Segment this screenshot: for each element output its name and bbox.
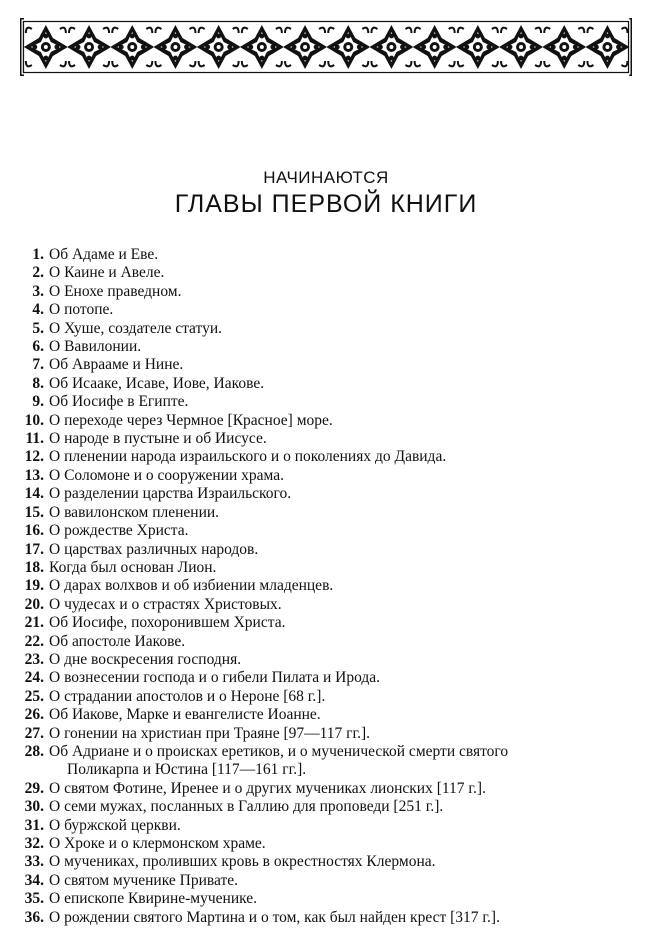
list-item [16,375,640,393]
chapter-title [49,467,640,485]
chapter-number: 32. [24,835,44,852]
chapter-title [49,393,640,411]
list-item [16,393,640,411]
chapter-title-line: О вавилонском пленении. [49,503,220,521]
chapter-number: 13. [24,466,44,484]
chapter-title-line: О Соломоне и о сооружении храма. [49,466,284,484]
chapter-number: 9. [32,393,44,411]
chapter-title-line: О Енохе праведном. [49,282,182,300]
list-item [16,798,640,816]
chapter-number: 1. [32,246,44,263]
list-item [16,504,640,522]
chapter-title-line: О семи мужах, посланных в Галлию для проповеди [251 г.]. [49,798,444,816]
chapter-title [49,835,640,853]
chapter-title-line: О святом мученике Привате. [49,871,238,889]
chapter-title-line: О царствах различных народов. [49,540,259,558]
chapter-title [49,725,640,743]
chapter-title [49,541,640,559]
chapter-title [49,890,640,908]
chapter-title [49,522,640,540]
chapter-title [49,559,640,577]
list-item [16,596,640,614]
chapter-number: 10. [24,411,44,429]
chapter-title [49,375,640,393]
list-item [16,669,640,687]
list-item [16,688,640,706]
list-item [16,283,640,301]
list-item [16,780,640,798]
list-item [16,412,640,430]
chapter-title-line: О святом Фотине, Иренее и о других мучениках лионских [117 г.]. [49,779,486,797]
chapter-title [49,412,640,430]
list-item [16,577,640,595]
chapter-number: 25. [24,687,44,705]
chapter-title-line: О вознесении господа и о гибели Пилата и Ирода. [49,669,381,687]
chapter-number: 29. [24,779,44,797]
chapter-title-line: Об Иосифе, похоронившем Христа. [49,614,286,632]
chapter-title [49,872,640,890]
chapter-number: 17. [24,540,44,558]
chapter-number: 18. [24,558,44,576]
chapter-title [49,577,640,595]
chapter-title-line: О пленении народа израильского и о поколениях до Давида. [49,448,447,466]
chapter-title [49,356,640,374]
chapter-number: 12. [24,448,44,466]
chapter-title-continuation: Поликарпа и Юстина [117—161 гг.]. [67,761,307,779]
list-item [16,817,640,835]
list-item [16,633,640,651]
list-item [16,890,640,908]
chapter-title [49,320,640,338]
chapter-number: 19. [24,577,44,595]
list-item [16,559,640,577]
chapter-number: 8. [32,374,44,392]
chapter-number: 15. [24,503,44,521]
chapter-title-line: О дне воскресения господня. [49,650,242,668]
chapter-number: 14. [24,485,44,503]
chapter-number: 16. [24,522,44,540]
chapter-title [49,817,640,835]
chapter-title [49,688,640,706]
chapter-title-line: О народе в пустыне и об Иисусе. [49,430,267,448]
chapter-title-line: О рождении святого Мартина и о том, как был найден крест [317 г.]. [49,908,500,926]
chapter-title-line: О буржской церкви. [49,816,181,834]
list-item [16,338,640,356]
chapter-number: 3. [32,282,44,300]
chapter-title-line: Об Адриане и о происках еретиков, и о мученической смерти святого [49,742,509,760]
chapter-number: 31. [24,816,44,834]
list-item [16,835,640,853]
list-item [16,872,640,890]
heading-begin: НАЧИНАЮТСЯ [263,168,389,187]
list-item [16,448,640,466]
chapter-title [49,246,640,264]
chapter-title-line: Об Исааке, Исаве, Иове, Иакове. [49,374,265,392]
list-item [16,743,640,780]
list-item [16,467,640,485]
chapter-number: 36. [24,908,44,926]
chapter-number: 4. [32,301,44,319]
chapter-title-line: Когда был основан Лион. [49,558,217,576]
chapter-title [49,596,640,614]
chapter-title-line: О епископе Квирине-мученике. [49,890,258,908]
chapter-title-line: О мучениках, проливших кровь в окрестностях Клермона. [49,853,436,871]
chapter-title-line: Об Адаме и Еве. [49,246,159,263]
chapter-number: 26. [24,706,44,724]
chapter-title [49,283,640,301]
chapter-title [49,485,640,503]
chapter-title [49,301,640,319]
chapter-number: 11. [25,430,44,448]
chapter-number: 28. [24,742,44,760]
list-item [16,853,640,871]
chapter-title [49,264,640,282]
list-item [16,541,640,559]
chapter-title [49,853,640,871]
chapter-number: 5. [32,319,44,337]
chapter-title-line: О Вавилонии. [49,338,142,356]
page-title: ГЛАВЫ ПЕРВОЙ КНИГИ [174,190,478,218]
chapter-title-line: Об Аврааме и Нине. [49,356,184,374]
chapter-title [49,633,640,651]
chapter-title-line: Об Иакове, Марке и евангелисте Иоанне. [49,706,321,724]
chapter-number: 34. [24,871,44,889]
table-of-contents [16,246,640,927]
decorative-ornament-band [20,18,632,76]
list-item [16,522,640,540]
chapter-title [49,338,640,356]
chapter-number: 23. [24,650,44,668]
list-item [16,909,640,927]
chapter-title [49,614,640,632]
chapter-title-line: О страдании апостолов и о Нероне [68 г.]. [49,687,326,705]
list-item [16,706,640,724]
chapter-number: 6. [32,338,44,356]
chapter-title-line: О потопе. [49,301,114,319]
chapter-number: 20. [24,595,44,613]
list-item [16,246,640,264]
list-item [16,356,640,374]
chapter-number: 35. [24,890,44,908]
chapter-title [49,909,640,927]
chapter-title-line: О чудесах и о страстях Христовых. [49,595,282,613]
list-item [16,485,640,503]
chapter-number: 2. [32,264,44,282]
chapter-title-line: О дарах волхвов и об избиении младенцев. [49,577,334,595]
chapter-title [49,669,640,687]
list-item [16,320,640,338]
chapter-title [49,651,640,669]
list-item [16,430,640,448]
chapter-number: 21. [24,614,44,632]
list-item [16,264,640,282]
chapter-number: 30. [24,798,44,816]
chapter-number: 24. [24,669,44,687]
chapter-title [49,798,640,816]
list-item [16,651,640,669]
chapter-title-line: Об Иосифе в Египте. [49,393,189,411]
chapter-title [49,706,640,724]
chapter-title-line: О рождестве Христа. [49,522,189,540]
chapter-title-line: Об апостоле Иакове. [49,632,186,650]
chapter-title [49,743,640,780]
chapter-title [49,780,640,798]
list-item [16,301,640,319]
chapter-title [49,430,640,448]
chapter-title-line: О разделении царства Израильского. [49,485,292,503]
chapter-number: 27. [24,724,44,742]
chapter-title-line: О гонении на христиан при Траяне [97—117 гг.]. [49,724,371,742]
chapter-title-line: О Хроке и о клермонском храме. [49,835,266,852]
list-item [16,614,640,632]
chapter-title [49,448,640,466]
chapter-title-line: О переходе через Чермное [Красное] море. [49,411,333,429]
chapter-title-line: О Каине и Авеле. [49,264,165,282]
chapter-title [49,504,640,522]
list-item [16,725,640,743]
chapter-number: 33. [24,853,44,871]
chapter-title-line: О Хуше, создателе статуи. [49,319,223,337]
chapter-number: 22. [24,632,44,650]
chapter-number: 7. [32,356,44,374]
